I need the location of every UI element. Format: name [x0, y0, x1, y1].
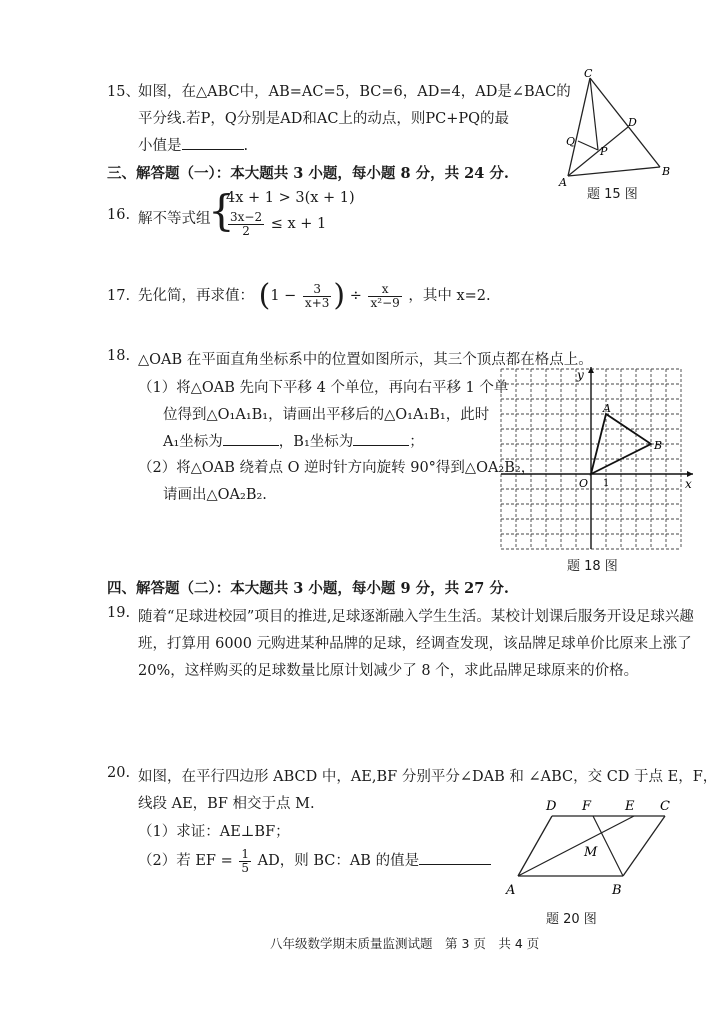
q15-answer-blank[interactable]	[182, 137, 244, 150]
q16-text: 解不等式组	[138, 211, 211, 227]
q20-label-b: B	[612, 883, 622, 898]
q15-line2: 平分线.若P，Q分别是AD和AC上的动点，则PC+PQ的最	[138, 111, 510, 127]
page-footer: 八年级数学期末质量监测试题 第 3 页 共 4 页	[270, 936, 540, 951]
q17-f2-den: x²−9	[370, 295, 400, 310]
q15-label-a: A	[559, 176, 567, 188]
q18-label-o: O	[579, 477, 589, 490]
q16-brace: {	[208, 186, 235, 235]
q20-figure	[500, 794, 690, 906]
q18-p1-line2: 位得到△O₁A₁B₁，请画出平移后的△O₁A₁B₁，此时	[163, 407, 490, 423]
q18-a1-blank[interactable]	[223, 433, 279, 446]
q20-part2	[138, 843, 491, 879]
q18-fig-caption: 题 18 图	[567, 559, 618, 574]
section4-title: 四、解答题（二）：本大题共 3 小题，每小题 9 分，共 27 分.	[107, 580, 509, 597]
q20-label-c: C	[660, 799, 670, 814]
q18-number: 18.	[107, 348, 131, 364]
q20-line2: 线段 AE，BF 相交于点 M.	[138, 796, 315, 812]
q16-ineq1: 4x + 1 > 3(x + 1)	[226, 190, 355, 206]
q15-line1: 如图，在△ABC中，AB=AC=5，BC=6，AD=4，AD是∠BAC的	[138, 84, 571, 100]
q15-label-d: D	[628, 116, 637, 129]
q19-number: 19.	[107, 605, 131, 621]
q16-ineq2-rest: ≤ x + 1	[270, 216, 327, 233]
q19-line2: 班，打算用 6000 元购进某种品牌的足球，经调查发现，该品牌足球单价比原来上涨了	[138, 636, 692, 652]
q17-close-paren: )	[333, 278, 346, 313]
q16-ineq2-num: 3x−2	[230, 210, 263, 224]
q20-p2-den: 5	[241, 860, 249, 875]
q20-part1: （1）求证：AE⊥BF；	[138, 824, 290, 840]
q18-label-b: B	[654, 439, 663, 452]
q16-ineq2-den: 2	[242, 223, 250, 238]
q17-f1-den: x+3	[304, 295, 330, 310]
q20-number: 20.	[107, 765, 131, 781]
q20-label-a: A	[506, 883, 516, 898]
q18-b1-blank[interactable]	[353, 433, 409, 446]
q15-label-p: P	[600, 145, 608, 158]
q20-label-e: E	[625, 799, 635, 814]
q18-grid-figure	[493, 365, 695, 550]
q20-p2b: AD，则 BC：AB 的值是	[257, 853, 420, 869]
q18-p2-line2: 请画出△OA₂B₂.	[163, 487, 267, 503]
q18-line3-end: ；	[409, 434, 424, 450]
q15-line3	[138, 134, 248, 155]
q20-fig-caption: 题 20 图	[546, 912, 597, 927]
q18-axes	[501, 367, 693, 549]
q15-label-c: C	[584, 67, 593, 80]
q20-answer-blank[interactable]	[419, 852, 491, 865]
q15-fig-caption: 题 15 图	[587, 187, 638, 202]
q20-line1: 如图，在平行四边形 ABCD 中，AE,BF 分别平分∠DAB 和 ∠ABC，交 CD 于点 E，F，	[138, 769, 718, 785]
q17-f1-num: 3	[303, 283, 331, 297]
q17-number: 17.	[107, 288, 131, 304]
q17-one-minus: 1 −	[270, 288, 297, 304]
q15-number: 15、	[107, 84, 140, 100]
q18-label-x: x	[685, 477, 692, 491]
q19-line1: 随着“足球进校园”项目的推进,足球逐渐融入学生生活。某校计划课后服务开设足球兴趣	[138, 609, 694, 625]
y-axis-arrow	[588, 367, 594, 373]
q15-line3-end: .	[243, 138, 249, 154]
q18-label-a: A	[603, 402, 611, 415]
q16-number: 16.	[107, 207, 131, 223]
q20-p2a: （2）若 EF =	[138, 853, 233, 869]
q19-line3: 20%，这样购买的足球数量比原计划减少了 8 个，求此品牌足球原来的价格。	[138, 663, 639, 679]
q18-a1-label: A₁坐标为	[163, 434, 223, 450]
q18-p1-line1: （1）将△OAB 先向下平移 4 个单位，再向右平移 1 个单	[138, 380, 509, 396]
q17-tail: ，其中 x=2.	[408, 288, 491, 304]
section3-title: 三、解答题（一）：本大题共 3 小题，每小题 8 分，共 24 分.	[107, 165, 509, 182]
q16-ineq2	[226, 211, 326, 237]
q18-p1-line3	[163, 430, 424, 451]
q17-open-paren: (	[258, 278, 271, 313]
q15-label-b: B	[662, 165, 670, 178]
q20-label-m: M	[584, 845, 598, 860]
q17-div: ÷	[349, 288, 362, 304]
q18-label-one: 1	[603, 478, 610, 489]
q20-label-f: F	[582, 799, 592, 814]
q17-f2-num: x	[368, 283, 401, 297]
q18-label-y: y	[577, 368, 584, 382]
q18-p2-line1: （2）将△OAB 绕着点 O 逆时针方向旋转 90°得到△OA₂B₂，	[138, 460, 536, 476]
q15-line3-text: 小值是	[138, 138, 182, 154]
q18-text: △OAB 在平面直角坐标系中的位置如图所示，其三个顶点都在格点上。	[138, 352, 593, 368]
q15-figure	[558, 66, 670, 188]
q17-text: 先化简，再求值：	[138, 288, 254, 304]
q17-expression	[138, 274, 491, 318]
q20-p2-num: 1	[241, 846, 249, 861]
q20-label-d: D	[546, 799, 557, 814]
q18-b1-label: ，B₁坐标为	[278, 434, 354, 450]
q15-label-q: Q	[566, 135, 576, 148]
